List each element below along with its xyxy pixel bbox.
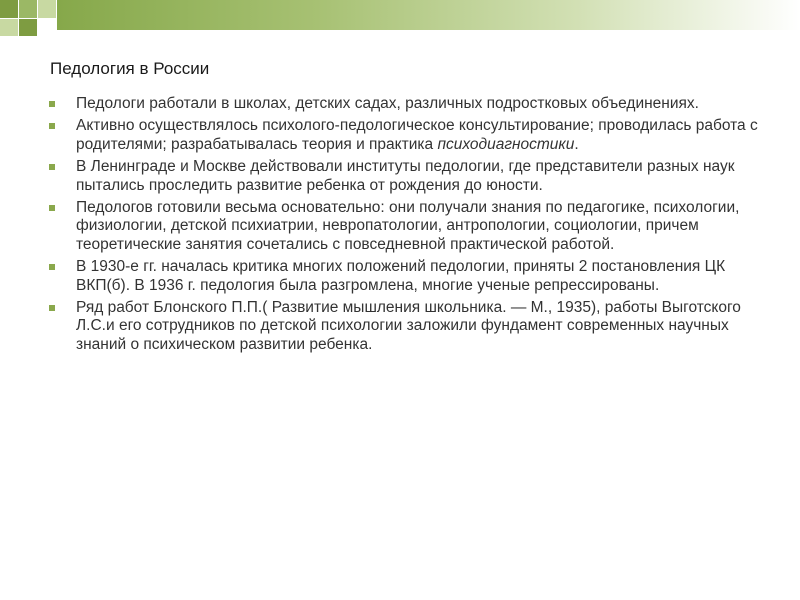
bullet-text: В 1930-е гг. началась критика многих положений педологии, приняты 2 постановления ЦК ВКП(б). В 1936 г. педология была разгромлена, многие ученые репрессированы. [76,258,726,294]
bullet-list [48,95,758,358]
bullet-item [48,95,758,113]
decor-square [19,0,37,18]
bullet-text-tail: . [574,135,579,153]
square-bullet-icon [49,101,55,107]
decor-square [19,19,37,36]
bullet-item [48,299,758,354]
decor-square [0,19,18,36]
header-gradient-bar [57,0,800,30]
decorative-header [0,0,800,36]
bullet-item [48,199,758,254]
bullet-text: Педологов готовили весьма основательно: они получали знания по педагогике, психологии, физиологии, детской психиатрии, невропатологии, антропологии, социологии, причем теоретические занятия сочетались с повседневной практической работой. [76,199,740,253]
bullet-text: Ряд работ Блонского П.П.( Развитие мышления школьника. — М., 1935), работы Выготского Л.С.и его сотрудников по детской психологии заложили фундамент современных научных знаний о психическом развитии ребенка. [76,299,741,353]
bullet-text: Педологи работали в школах, детских садах, различных подростковых объединениях. [76,95,699,112]
square-bullet-icon [49,123,55,129]
decor-square [38,0,56,18]
square-bullet-icon [49,305,55,311]
square-bullet-icon [49,164,55,170]
bullet-item [48,158,758,195]
bullet-text [76,117,758,152]
square-bullet-icon [49,264,55,270]
square-bullet-icon [49,205,55,211]
bullet-text-main: Активно осуществлялось психолого-педологическое консультирование; проводилась работа с родителями; разрабатывалась теория и практика [76,117,758,153]
bullet-text: В Ленинграде и Москве действовали институты педологии, где представители разных наук пытались проследить развитие ребенка от рождения до юности. [76,158,735,194]
decor-square [0,0,18,18]
bullet-item [48,258,758,295]
slide-title: Педология в России [50,59,210,78]
bullet-text-emphasis: психодиагностики [437,135,575,153]
bullet-item [48,117,758,154]
